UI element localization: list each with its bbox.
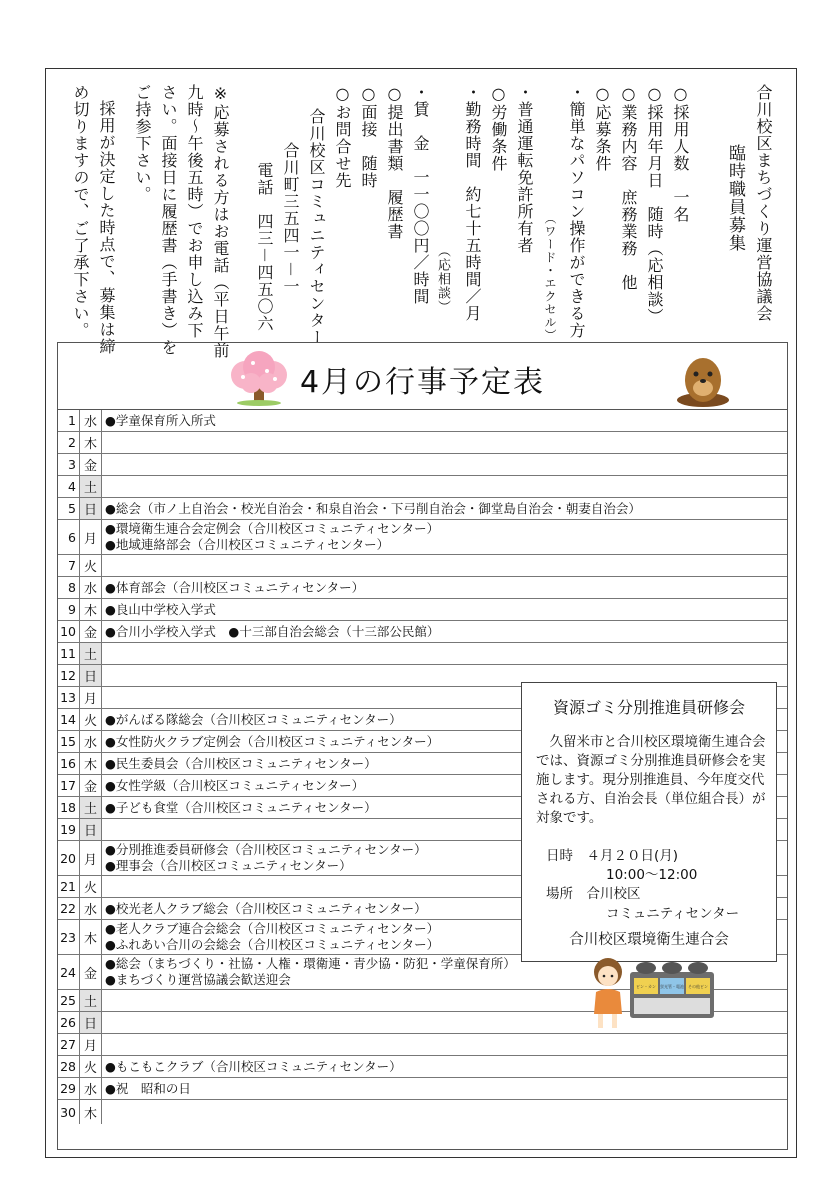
row-day: 2 — [58, 432, 80, 453]
row-events — [102, 1056, 787, 1077]
row-weekday: 金 — [80, 775, 102, 796]
bin-label-2: 蛍光管・電池 — [660, 984, 684, 989]
schedule-row — [58, 454, 787, 476]
schedule-row — [58, 520, 787, 555]
recruit-note-4: ご持参下さい。 — [133, 84, 152, 203]
recruit-hours: ・勤務時間 約七十五時間／月 — [463, 84, 482, 322]
row-day: 22 — [58, 898, 80, 919]
row-day: 1 — [58, 410, 80, 431]
row-weekday: 土 — [80, 643, 102, 664]
row-weekday: 金 — [80, 621, 102, 642]
row-day: 12 — [58, 665, 80, 686]
event-item: ●校光老人クラブ総会（合川校区コミュニティセンター） — [105, 900, 427, 916]
recruit-pc-note: （ワード・エクセル） — [543, 212, 557, 342]
event-item: ●がんばる隊総会（合川校区コミュニティセンター） — [105, 711, 402, 727]
row-events — [102, 1034, 787, 1055]
schedule-row — [58, 476, 787, 498]
row-day: 11 — [58, 643, 80, 664]
info-time: 10:00～12:00 — [606, 867, 698, 883]
schedule-row — [58, 643, 787, 665]
recruit-address: 合川町三五四一－一 — [281, 142, 300, 296]
bin-label-1: ビン・カン — [636, 984, 656, 989]
event-item: ●ふれあい合川の会総会（合川校区コミュニティセンター） — [105, 937, 440, 952]
row-weekday: 火 — [80, 876, 102, 897]
event-item: ●女性防火クラブ定例会（合川校区コミュニティセンター） — [105, 733, 440, 749]
schedule-row — [58, 410, 787, 432]
schedule-header — [58, 343, 787, 410]
schedule-row — [58, 432, 787, 454]
row-weekday: 金 — [80, 955, 102, 989]
info-title: 資源ゴミ分別推進員研修会 — [552, 698, 745, 717]
event-item: ●環境衛生連合会定例会（合川校区コミュニティセンター） — [105, 521, 440, 536]
recruit-note-6: め切りますので、ご了承下さい。 — [71, 84, 90, 339]
row-events — [102, 643, 787, 664]
row-weekday: 木 — [80, 599, 102, 620]
row-weekday: 木 — [80, 753, 102, 774]
row-events — [102, 476, 787, 497]
row-weekday: 水 — [80, 731, 102, 752]
row-weekday: 月 — [80, 520, 102, 554]
recruit-labor: ○労働条件 — [489, 84, 508, 172]
row-events — [102, 520, 787, 554]
row-day: 16 — [58, 753, 80, 774]
recycling-girl-icon — [588, 952, 718, 1034]
row-weekday: 月 — [80, 841, 102, 875]
row-day: 8 — [58, 577, 80, 598]
row-weekday: 水 — [80, 1078, 102, 1099]
recruit-title: 臨時職員募集 — [725, 144, 745, 252]
row-events — [102, 1078, 787, 1099]
row-weekday: 水 — [80, 410, 102, 431]
row-weekday: 火 — [80, 709, 102, 730]
schedule-row — [58, 621, 787, 643]
schedule-row — [58, 1056, 787, 1078]
row-weekday: 木 — [80, 920, 102, 954]
row-day: 20 — [58, 841, 80, 875]
recruit-duty: ○業務内容 庶務業務 他 — [619, 84, 638, 291]
row-day: 15 — [58, 731, 80, 752]
bin-label-3: その他ビン — [688, 984, 708, 989]
row-weekday: 日 — [80, 665, 102, 686]
recruit-note-2: 九時～午後五時）でお申し込み下 — [185, 84, 204, 339]
schedule-row — [58, 1078, 787, 1100]
row-weekday: 木 — [80, 1100, 102, 1124]
row-day: 29 — [58, 1078, 80, 1099]
row-weekday: 土 — [80, 797, 102, 818]
row-events — [102, 599, 787, 620]
row-events — [102, 454, 787, 475]
row-day: 25 — [58, 990, 80, 1011]
event-item: ●もこもこクラブ（合川校区コミュニティセンター） — [105, 1058, 402, 1074]
row-day: 18 — [58, 797, 80, 818]
row-day: 30 — [58, 1100, 80, 1124]
event-item: ●老人クラブ連合会総会（合川校区コミュニティセンター） — [105, 921, 440, 936]
row-day: 28 — [58, 1056, 80, 1077]
schedule-row — [58, 498, 787, 520]
row-day: 26 — [58, 1012, 80, 1033]
row-day: 13 — [58, 687, 80, 708]
row-day: 3 — [58, 454, 80, 475]
schedule-title: 4月の行事予定表 — [299, 365, 546, 400]
org-name: 合川校区まちづくり運営協議会 — [754, 84, 773, 322]
event-item: ●学童保育所入所式 — [105, 412, 216, 428]
recruit-pc: ・簡単なパソコン操作ができる方 — [567, 84, 586, 339]
event-item: ●良山中学校入学式 — [105, 601, 216, 617]
row-events — [102, 498, 787, 519]
event-item: ●祝 昭和の日 — [105, 1080, 191, 1096]
recruit-contact: ○お問合せ先 — [333, 84, 352, 189]
event-item: ●地域連絡部会（合川校区コミュニティセンター） — [105, 537, 390, 552]
event-item: ●民生委員会（合川校区コミュニティセンター） — [105, 755, 377, 771]
recruit-people: ○採用人数 一名 — [671, 84, 690, 223]
event-item: ●分別推進委員研修会（合川校区コミュニティセンター） — [105, 842, 427, 857]
recruit-note-5: 採用が決定した時点で、募集は締 — [97, 100, 116, 355]
event-item: ●女性学級（合川校区コミュニティセンター） — [105, 777, 365, 793]
row-events — [102, 621, 787, 642]
row-day: 7 — [58, 555, 80, 576]
info-place: 場所 合川校区 — [546, 886, 641, 902]
row-weekday: 日 — [80, 819, 102, 840]
info-box — [521, 682, 777, 962]
row-day: 4 — [58, 476, 80, 497]
row-day: 14 — [58, 709, 80, 730]
row-events — [102, 432, 787, 453]
mole-icon — [673, 348, 733, 408]
recruit-hours-note: （応相談） — [435, 244, 450, 314]
info-body: 久留米市と合川校区環境衛生連合会では、資源ゴミ分別推進員研修会を実施します。現分別推進員、今年度交代される方、自治会長（単位組合長）が対象です。 — [536, 734, 766, 826]
schedule-row — [58, 1100, 787, 1124]
row-events — [102, 1100, 787, 1124]
schedule-row — [58, 555, 787, 577]
info-datetime: 日時 ４月２０日(月) — [546, 848, 679, 864]
event-item: ●総会（まちづくり・社協・人権・環衛連・青少協・防犯・学童保育所） — [105, 956, 516, 971]
row-weekday: 金 — [80, 454, 102, 475]
event-item: ●まちづくり運営協議会歓送迎会 — [105, 972, 291, 987]
schedule-row — [58, 1034, 787, 1056]
recruit-requirements: ○応募条件 — [593, 84, 612, 172]
row-day: 17 — [58, 775, 80, 796]
event-item: ●合川小学校入学式 ●十三部自治会総会（十三部公民館） — [105, 623, 440, 639]
row-weekday: 月 — [80, 1034, 102, 1055]
recruit-date: ○採用年月日 随時（応相談） — [645, 84, 664, 325]
recruit-center: 合川校区コミュニティセンター — [307, 108, 326, 346]
schedule-row — [58, 599, 787, 621]
recruitment-notice — [60, 84, 780, 359]
row-events — [102, 577, 787, 598]
row-day: 10 — [58, 621, 80, 642]
row-weekday: 日 — [80, 498, 102, 519]
row-weekday: 水 — [80, 577, 102, 598]
event-item: ●体育部会（合川校区コミュニティセンター） — [105, 579, 365, 595]
row-weekday: 土 — [80, 990, 102, 1011]
row-events — [102, 555, 787, 576]
recruit-license: ・普通運転免許所有者 — [515, 84, 534, 254]
event-item: ●子ども食堂（合川校区コミュニティセンター） — [105, 799, 377, 815]
recruit-wage: ・賃 金 一一〇〇円／時間 — [411, 84, 430, 305]
event-item: ●理事会（合川校区コミュニティセンター） — [105, 858, 352, 873]
row-day: 27 — [58, 1034, 80, 1055]
schedule-row — [58, 577, 787, 599]
info-place-2: コミュニティセンター — [606, 906, 740, 922]
row-day: 24 — [58, 955, 80, 989]
row-weekday: 火 — [80, 1056, 102, 1077]
recruit-note-1: ※応募される方はお電話（平日午前 — [211, 84, 230, 359]
recruit-interview: ○面接 随時 — [359, 84, 378, 189]
row-weekday: 日 — [80, 1012, 102, 1033]
info-organizer: 合川校区環境衛生連合会 — [569, 932, 729, 948]
recruit-note-3: さい。面接日に履歴書（手書き）を — [159, 84, 178, 356]
recruit-tel: 電話 四三－四五〇六 — [255, 162, 274, 333]
row-weekday: 土 — [80, 476, 102, 497]
row-day: 21 — [58, 876, 80, 897]
row-day: 9 — [58, 599, 80, 620]
row-events — [102, 410, 787, 431]
row-day: 19 — [58, 819, 80, 840]
recruit-docs: ○提出書類 履歴書 — [385, 84, 404, 240]
row-weekday: 水 — [80, 898, 102, 919]
row-day: 6 — [58, 520, 80, 554]
event-item: ●総会（市ノ上自治会・校光自治会・和泉自治会・下弓削自治会・御堂島自治会・朝妻自治会） — [105, 500, 641, 516]
row-weekday: 月 — [80, 687, 102, 708]
row-weekday: 木 — [80, 432, 102, 453]
row-day: 23 — [58, 920, 80, 954]
row-weekday: 火 — [80, 555, 102, 576]
row-day: 5 — [58, 498, 80, 519]
